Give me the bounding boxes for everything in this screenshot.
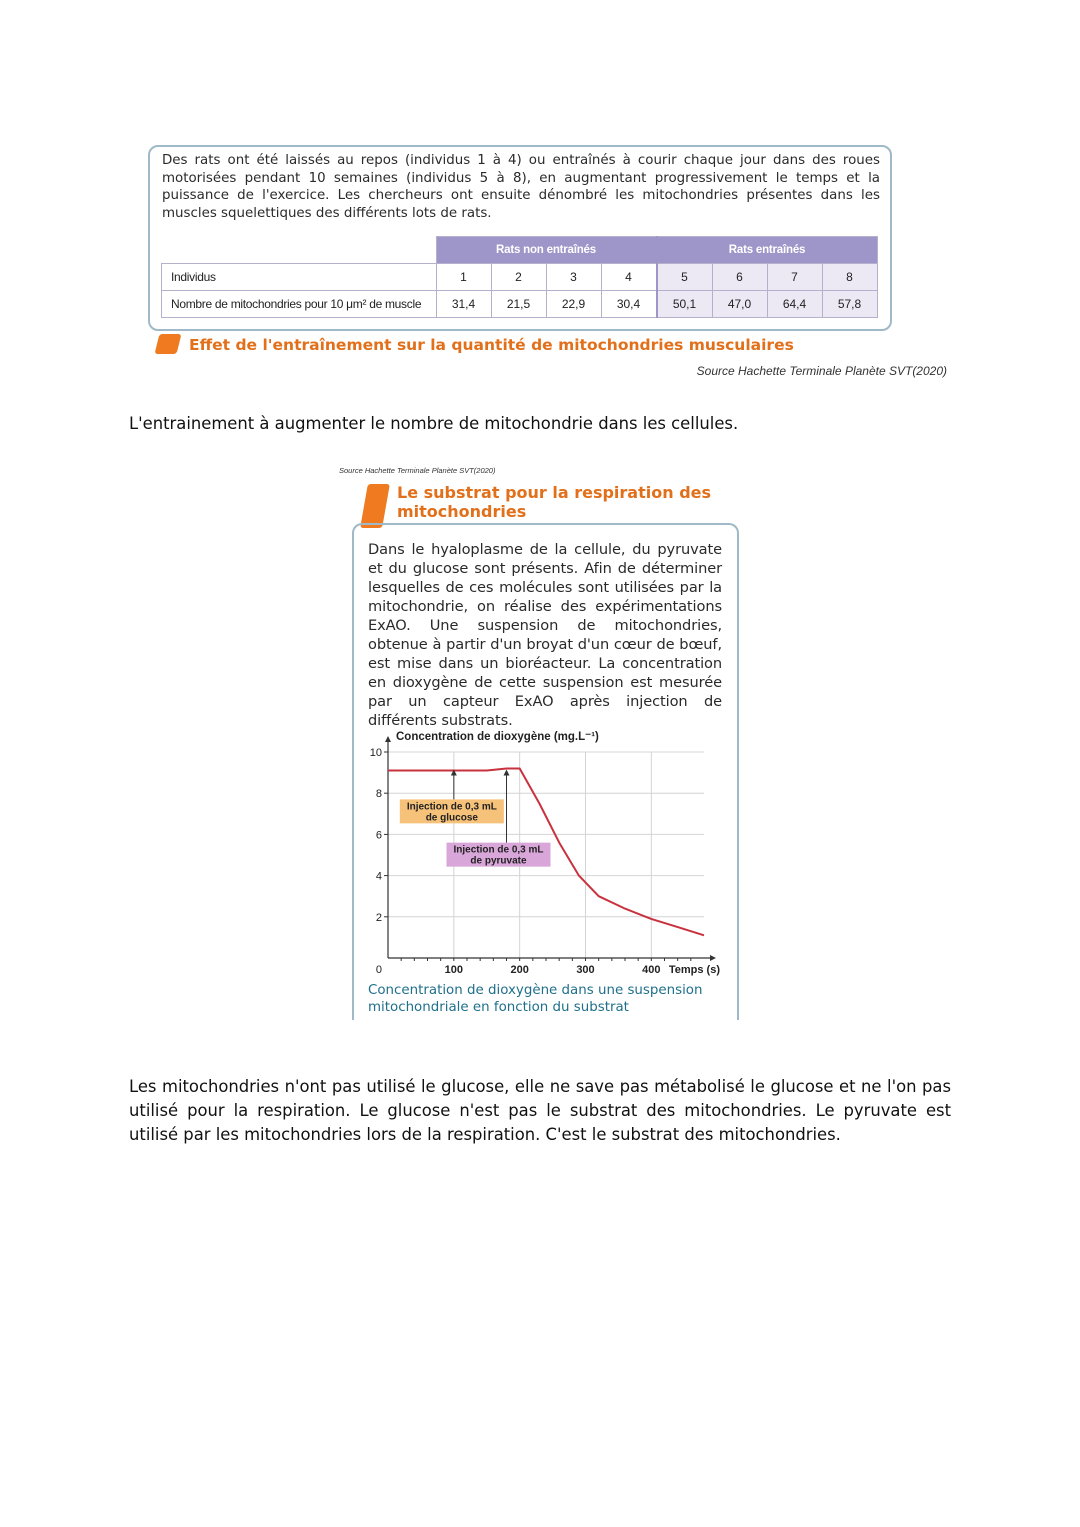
mitochondria-table <box>161 236 878 318</box>
table-group-row <box>162 237 878 264</box>
orange-tab-marker <box>360 484 390 528</box>
individual-cell: 8 <box>822 264 877 291</box>
group-trained-header: Rats entraînés <box>657 237 878 264</box>
x-axis-label: Temps (s) <box>668 964 720 976</box>
answer-paragraph-2: Les mitochondries n'ont pas utilisé le glucose, elle ne save pas métabolisé le glucose et ne l'on pas utilisé pour la respiration. Le glucose n'est pas le substrat des mitochondries. Le pyruvate est utilisé par les mitochondries lors de la respiration. C'est le substrat des mitochondries. <box>129 1077 951 1144</box>
document-2-source: Source Hachette Terminale Planète SVT(2020) <box>339 466 496 475</box>
table-row <box>162 264 878 291</box>
x-tick-label: 200 <box>510 964 529 976</box>
individual-cell: 1 <box>436 264 491 291</box>
count-cell: 64,4 <box>767 291 822 318</box>
count-cell: 57,8 <box>822 291 877 318</box>
count-cell: 30,4 <box>601 291 657 318</box>
table-blank-cell <box>162 237 437 264</box>
arrow-head-icon <box>504 769 510 775</box>
row-label-individuals: Individus <box>162 264 437 291</box>
table-row <box>162 291 878 318</box>
y-axis-arrow-icon <box>385 736 391 742</box>
y-tick-label: 2 <box>375 911 382 924</box>
injection-label-text: Injection de 0,3 mL <box>453 844 544 856</box>
document-1-intro: Des rats ont été laissés au repos (individus 1 à 4) ou entraînés à courir chaque jour dans des roues motorisées pendant 10 semaines (individus 5 à 8), en augmentant progressivement le temps et la puissance de l'exercice. Les chercheurs ont ensuite dénombré les mitochondries présentes dans les muscles squelettiques des différents lots de rats. <box>162 153 880 221</box>
count-cell: 31,4 <box>436 291 491 318</box>
document-2-title: Le substrat pour la respiration des mitochondries <box>397 483 712 521</box>
row-label-mito-count: Nombre de mitochondries pour 10 μm² de muscle <box>162 291 437 318</box>
chart-caption: Concentration de dioxygène dans une suspension mitochondriale en fonction du substrat <box>368 983 703 1015</box>
orange-tab-marker <box>155 334 182 354</box>
document-1-source: Source Hachette Terminale Planète SVT(2020) <box>696 364 947 378</box>
individual-cell: 7 <box>767 264 822 291</box>
document-2-text: Dans le hyaloplasme de la cellule, du pyruvate et du glucose sont présents. Afin de déterminer lesquelles de ces molécules sont utilisées par la mitochondrie, on réalise des expérimentations ExAO. Une suspension de mitochondries, obtenue à partir d'un broyat d'un cœur de bœuf, est mise dans un bioréacteur. La concentration en dioxygène de cette suspension est mesurée par un capteur ExAO après injection de différents substrats. <box>368 541 722 729</box>
answer-paragraph-1: L'entrainement à augmenter le nombre de mitochondrie dans les cellules. <box>129 414 739 433</box>
x-tick-label: 300 <box>576 964 595 976</box>
y-tick-label: 10 <box>369 747 382 759</box>
injection-label-text: Injection de 0,3 mL <box>406 801 497 813</box>
y-tick-label: 8 <box>375 788 382 801</box>
x-tick-label: 400 <box>642 964 661 976</box>
oxygen-concentration-chart <box>360 725 730 980</box>
individual-cell: 4 <box>601 264 657 291</box>
group-untrained-header: Rats non entraînés <box>436 237 657 264</box>
count-cell: 22,9 <box>546 291 601 318</box>
individual-cell: 2 <box>491 264 546 291</box>
individual-cell: 5 <box>657 264 713 291</box>
individual-cell: 6 <box>712 264 767 291</box>
y-tick-label: 6 <box>375 829 382 842</box>
x-axis-arrow-icon <box>710 955 716 961</box>
y-axis-label: Concentration de dioxygène (mg.L⁻¹) <box>396 731 599 743</box>
y-tick-label: 4 <box>375 870 382 883</box>
count-cell: 21,5 <box>491 291 546 318</box>
injection-label-text: de pyruvate <box>470 855 527 867</box>
count-cell: 50,1 <box>657 291 713 318</box>
injection-label-text: de glucose <box>425 812 478 824</box>
x-tick-label: 100 <box>444 964 464 976</box>
individual-cell: 3 <box>546 264 601 291</box>
count-cell: 47,0 <box>712 291 767 318</box>
document-1-caption: Effet de l'entraînement sur la quantité de mitochondries musculaires <box>189 336 794 354</box>
x-tick-label: 0 <box>375 964 382 976</box>
